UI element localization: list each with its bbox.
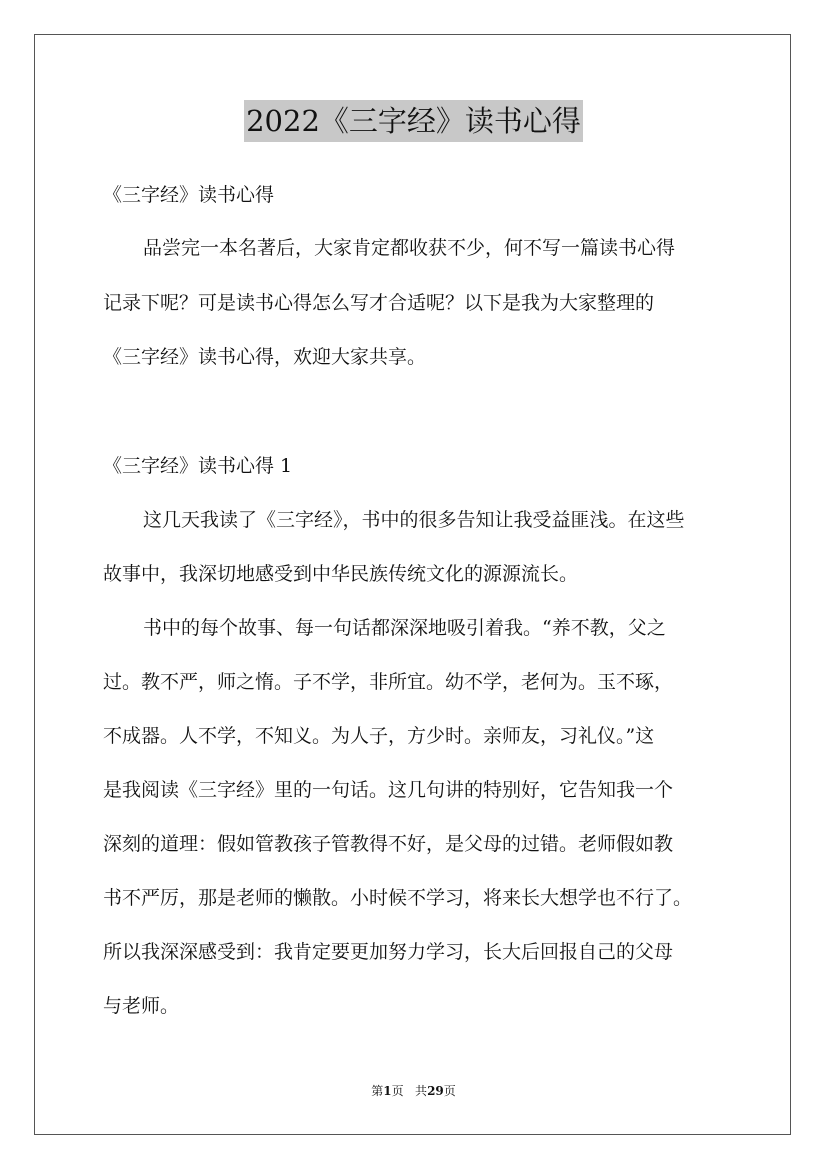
- paragraph-line: 与老师。: [103, 995, 180, 1017]
- paragraph-line: 过。教不严，师之惰。子不学，非所宜。幼不学，老何为。玉不琢，: [103, 671, 674, 693]
- section-heading: 《三字经》读书心得 1: [103, 455, 293, 477]
- title-container: [0, 100, 827, 142]
- total-prefix: 共: [415, 1084, 428, 1098]
- paragraph-line: 《三字经》读书心得，欢迎大家共享。: [103, 346, 427, 368]
- paragraph-line: 深刻的道理：假如管教孩子管教得不好，是父母的过错。老师假如教: [103, 833, 674, 855]
- paragraph-line: 这几天我读了《三字经》，书中的很多告知让我受益匪浅。在这些: [143, 509, 685, 531]
- paragraph-line: 品尝完一本名著后，大家肯定都收获不少，何不写一篇读书心得: [143, 237, 676, 259]
- page-suffix: 页: [391, 1084, 404, 1098]
- paragraph-line: 不成器。人不学，不知义。为人子，方少时。亲师友，习礼仪。”这: [103, 725, 655, 747]
- page-prefix: 第: [371, 1084, 384, 1098]
- page-number: 1: [383, 1084, 392, 1098]
- paragraph-line: 书中的每个故事、每一句话都深深地吸引着我。“养不教，父之: [143, 617, 666, 639]
- paragraph-line: 所以我深深感受到：我肯定要更加努力学习，长大后回报自己的父母: [103, 941, 674, 963]
- paragraph-line: 记录下呢？可是读书心得怎么写才合适呢？以下是我为大家整理的: [103, 292, 655, 314]
- total-suffix: 页: [443, 1084, 456, 1098]
- document-title: 2022《三字经》读书心得: [244, 100, 583, 142]
- page-footer: [0, 1083, 827, 1099]
- paragraph-line: 书不严厉，那是老师的懒散。小时候不学习，将来长大想学也不行了。: [103, 887, 693, 909]
- paragraph-line: 故事中，我深切地感受到中华民族传统文化的源源流长。: [103, 563, 579, 585]
- section-heading: 《三字经》读书心得: [103, 184, 275, 206]
- paragraph-line: 是我阅读《三字经》里的一句话。这几句讲的特别好，它告知我一个: [103, 779, 674, 801]
- total-pages: 29: [427, 1084, 444, 1098]
